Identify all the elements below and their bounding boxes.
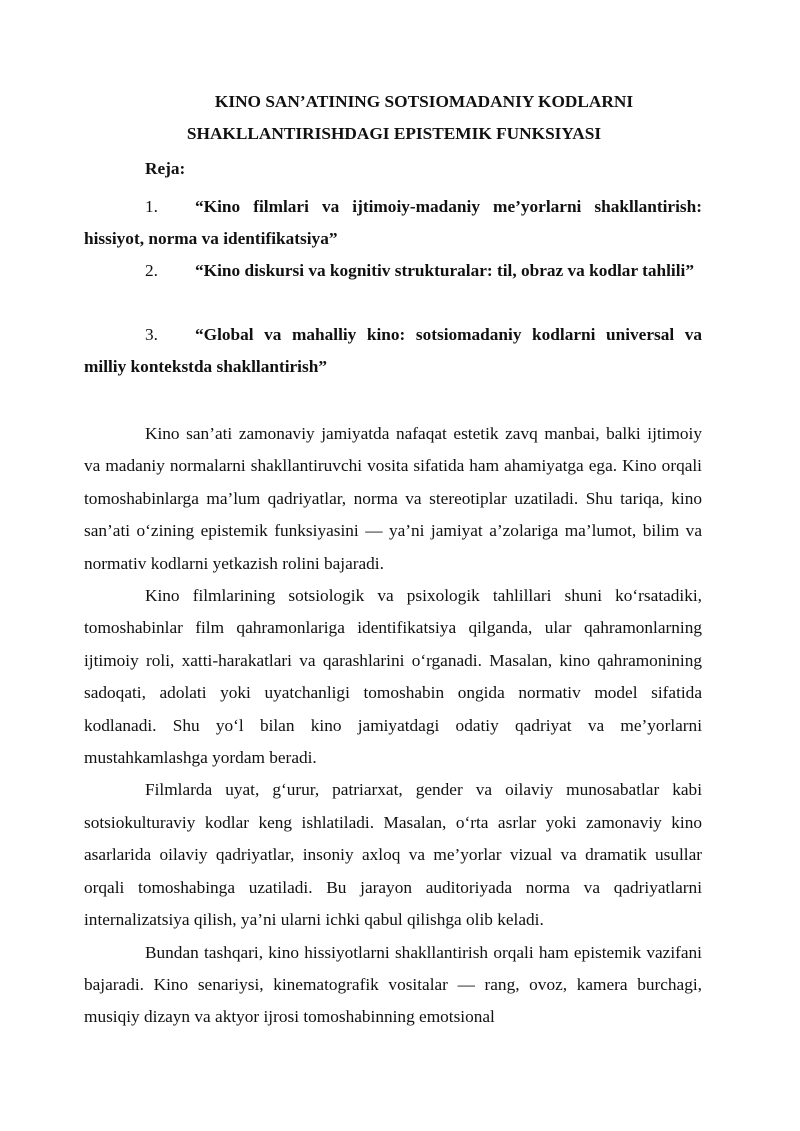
paragraph-2: Kino filmlarining sotsiologik va psixologik tahlillari shuni ko‘rsatadiki, tomoshabinlar film qahramonlariga identifikatsiya qilganda, ular qahramonlarning ijtimoiy roli, xatti-harakatlari va qarashlarini o‘rganadi. Masalan, kino qahramonining sadoqati, adolati yoki uyatchanligi tomoshabin ongida normativ model sifatida kodlanadi. Shu yo‘l bilan kino jamiyatdagi odatiy qadriyat va me’yorlarni mustahkamlashga yordam beradi.	[84, 586, 702, 768]
plan-item-3	[84, 319, 702, 383]
document-title-line-1: KINO SAN’ATINING SOTSIOMADANIY KODLARNI	[214, 92, 634, 111]
paragraph-3: Filmlarda uyat, g‘urur, patriarxat, gender va oilaviy munosabatlar kabi sotsiokulturaviy kodlar keng ishlatiladi. Masalan, o‘rta asrlar yoki zamonaviy kino asarlarida oilaviy qadriyatlar, insoniy axloq va me’yorlar vizual va dramatik usullar orqali tomoshabinga uzatiladi. Bu jarayon auditoriyada norma va qadriyatlarni internalizatsiya qilish, ya’ni ularni ichki qabul qilishga olib keladi.	[84, 780, 702, 930]
plan-heading: Reja:	[145, 159, 186, 178]
plan-item-text: “Global va mahalliy kino: sotsiomadaniy kodlarni universal va milliy kontekstda shakllantirish”	[84, 325, 702, 376]
plan-item-number: 1.	[145, 197, 158, 216]
plan-item-text: “Kino diskursi va kognitiv strukturalar: til, obraz va kodlar tahlili”	[195, 261, 694, 280]
plan-item-2	[84, 255, 702, 287]
plan-item-1	[84, 191, 702, 255]
body-text	[84, 418, 702, 1034]
plan-item-text: “Kino filmlari va ijtimoiy-madaniy me’yorlarni shakllantirish: hissiyot, norma va identifikatsiya”	[84, 197, 702, 248]
plan-item-number: 2.	[145, 261, 158, 280]
paragraph-4: Bundan tashqari, kino hissiyotlarni shakllantirish orqali ham epistemik vazifani bajaradi. Kino senariysi, kinematografik vositalar — rang, ovoz, kamera burchagi, musiqiy dizayn va aktyor ijrosi tomoshabinning emotsional	[84, 942, 702, 1027]
paragraph-1: Kino san’ati zamonaviy jamiyatda nafaqat estetik zavq manbai, balki ijtimoiy va madaniy normalarni shakllantiruvchi vosita sifatida ham ahamiyatga ega. Kino orqali tomoshabinlarga ma’lum qadriyatlar, norma va stereotiplar uzatiladi. Shu tariqa, kino san’ati o‘zining epistemik funksiyasini — ya’ni jamiyat a’zolariga ma’lumot, bilim va normativ kodlarni yetkazish rolini bajaradi.	[84, 424, 702, 573]
plan-item-number: 3.	[145, 325, 158, 344]
document-title-line-2: SHAKLLANTIRISHDAGI EPISTEMIK FUNKSIYASI	[186, 124, 602, 143]
